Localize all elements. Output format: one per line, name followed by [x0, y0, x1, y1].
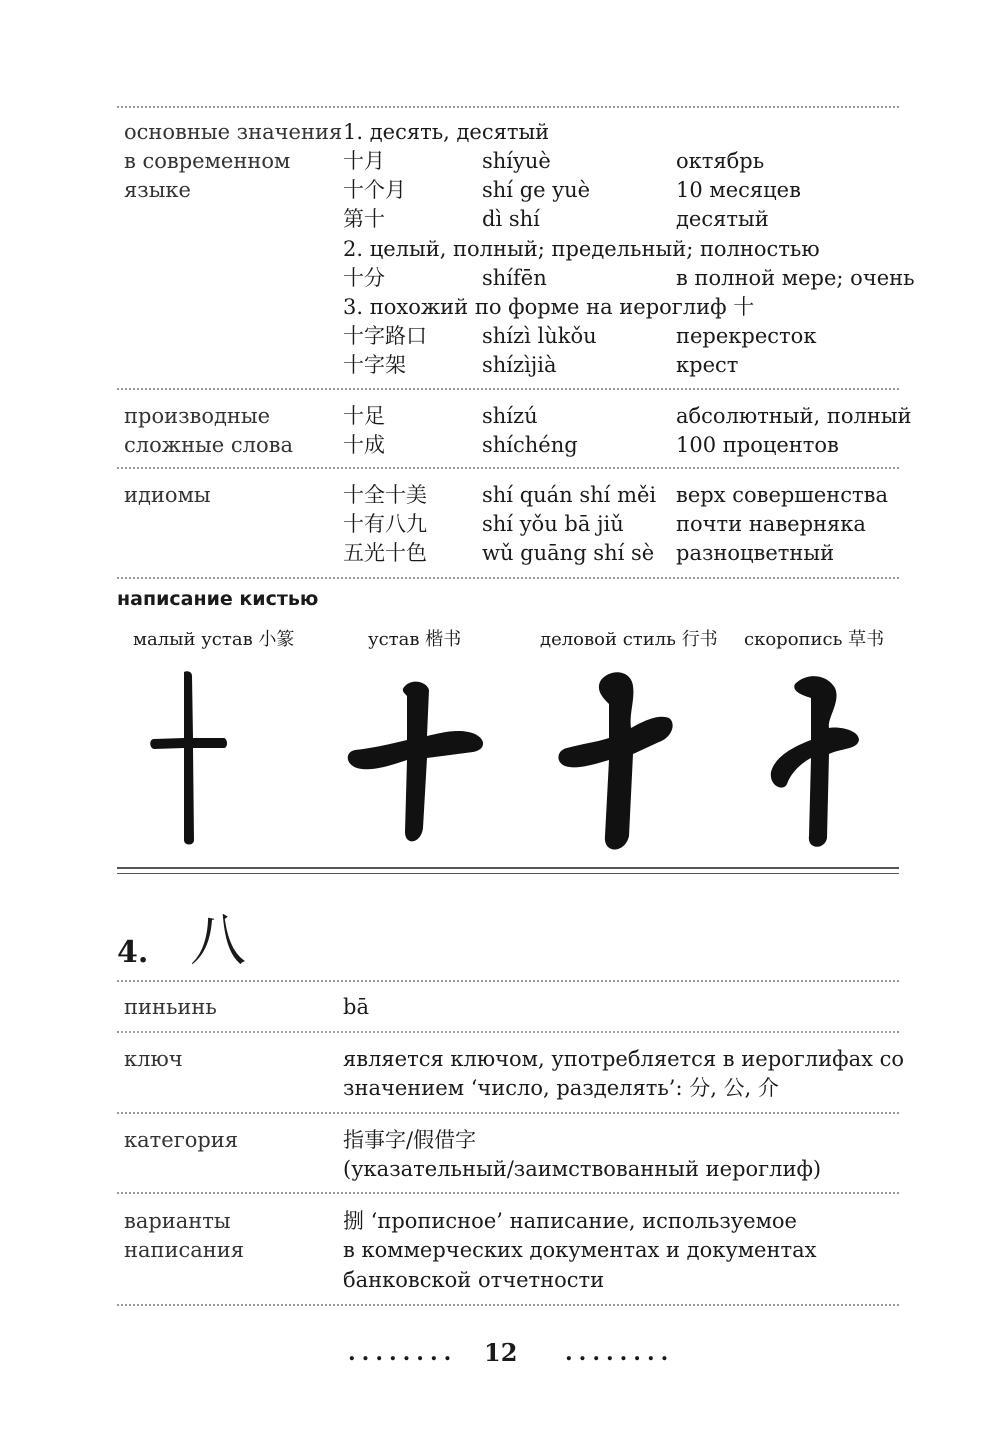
variants-value-line-2: в коммерческих документах и документах [343, 1238, 817, 1262]
style-label-seal: малый устав 小篆 [133, 629, 295, 650]
page-number: 12 [484, 1338, 518, 1367]
divider [117, 1192, 899, 1194]
word-translation: верх совершенства [676, 483, 888, 507]
word-pinyin: shíchéng [482, 433, 578, 457]
word-pinyin: dì shí [482, 207, 540, 231]
derived-label-2: сложные слова [124, 433, 293, 457]
word-translation: абсолютный, полный [676, 404, 912, 428]
divider [117, 106, 899, 108]
cursive-script-glyph [755, 668, 867, 858]
style-label-running: деловой стиль 行书 [540, 629, 718, 650]
divider [117, 577, 899, 579]
word-translation: разноцветный [676, 541, 835, 565]
word-hanzi: 十分 [343, 266, 385, 290]
derived-label-1: производные [124, 404, 271, 428]
meaning-3-title: 3. похожий по форме на иероглиф 十 [343, 295, 755, 319]
word-hanzi: 十个月 [343, 178, 406, 202]
section-rule [117, 867, 899, 869]
word-hanzi: 十足 [343, 404, 385, 428]
word-translation: крест [676, 353, 739, 377]
word-pinyin: shífēn [482, 266, 547, 290]
word-hanzi: 十全十美 [343, 483, 427, 507]
word-pinyin: shí yǒu bā jiǔ [482, 512, 624, 536]
brush-heading: написание кистью [117, 588, 319, 610]
section-number: 4. [117, 935, 149, 970]
divider [117, 467, 899, 469]
word-hanzi: 十成 [343, 433, 385, 457]
word-translation: десятый [676, 207, 769, 231]
word-pinyin: wǔ guāng shí sè [482, 541, 655, 565]
section-rule [117, 873, 899, 874]
running-script-glyph [555, 668, 675, 858]
style-label-cursive: скоропись 草书 [744, 629, 885, 650]
word-pinyin: shíyuè [482, 149, 551, 173]
divider [117, 1112, 899, 1114]
meaning-2-title: 2. целый, полный; предельный; полностью [343, 237, 820, 261]
divider [117, 1031, 899, 1033]
key-value-line-1: является ключом, употребляется в иероглифах со [343, 1047, 905, 1071]
main-meanings-label-1: основные значения [124, 120, 343, 144]
idioms-label: идиомы [124, 483, 211, 507]
divider [117, 980, 899, 982]
footer-dots-left: ........ [348, 1340, 458, 1366]
word-translation: перекресток [676, 324, 817, 348]
word-hanzi: 十有八九 [343, 512, 427, 536]
style-label-regular: устав 楷书 [368, 629, 462, 650]
variants-value-line-1: 捌 ‘прописное’ написание, используемое [343, 1209, 797, 1233]
divider [117, 388, 899, 390]
meaning-1-title: 1. десять, десятый [343, 120, 550, 144]
word-translation: почти наверняка [676, 512, 866, 536]
word-translation: 10 месяцев [676, 178, 801, 202]
word-hanzi: 十月 [343, 149, 385, 173]
word-hanzi: 十字架 [343, 353, 406, 377]
section-character: 八 [190, 909, 246, 974]
word-pinyin: shízú [482, 404, 538, 428]
word-hanzi: 十字路口 [343, 324, 427, 348]
word-hanzi: 五光十色 [343, 541, 427, 565]
word-translation: 100 процентов [676, 433, 839, 457]
category-label: категория [124, 1128, 239, 1152]
word-pinyin: shí ge yuè [482, 178, 591, 202]
main-meanings-label-2: в современном [124, 149, 291, 173]
key-value-line-2: значением ‘число, разделять’: 分, 公, 介 [343, 1076, 779, 1100]
pinyin-label: пиньинь [124, 995, 217, 1019]
variants-label-1: варианты [124, 1209, 231, 1233]
category-value-line-2: (указательный/заимствованный иероглиф) [343, 1157, 822, 1181]
word-translation: октябрь [676, 149, 765, 173]
seal-script-glyph [148, 668, 230, 850]
word-pinyin: shízìjià [482, 353, 557, 377]
divider [117, 1304, 899, 1306]
main-meanings-label-3: языке [124, 178, 191, 202]
key-label: ключ [124, 1047, 183, 1071]
footer-dots-right: ........ [565, 1340, 675, 1366]
regular-script-glyph [343, 668, 491, 850]
word-translation: в полной мере; очень [676, 266, 915, 290]
word-pinyin: shí quán shí měi [482, 483, 657, 507]
category-value-line-1: 指事字/假借字 [343, 1128, 477, 1152]
variants-label-2: написания [124, 1238, 245, 1262]
word-pinyin: shízì lùkǒu [482, 324, 597, 348]
word-hanzi: 第十 [343, 207, 385, 231]
pinyin-value: bā [343, 995, 369, 1019]
variants-value-line-3: банковской отчетности [343, 1268, 605, 1292]
